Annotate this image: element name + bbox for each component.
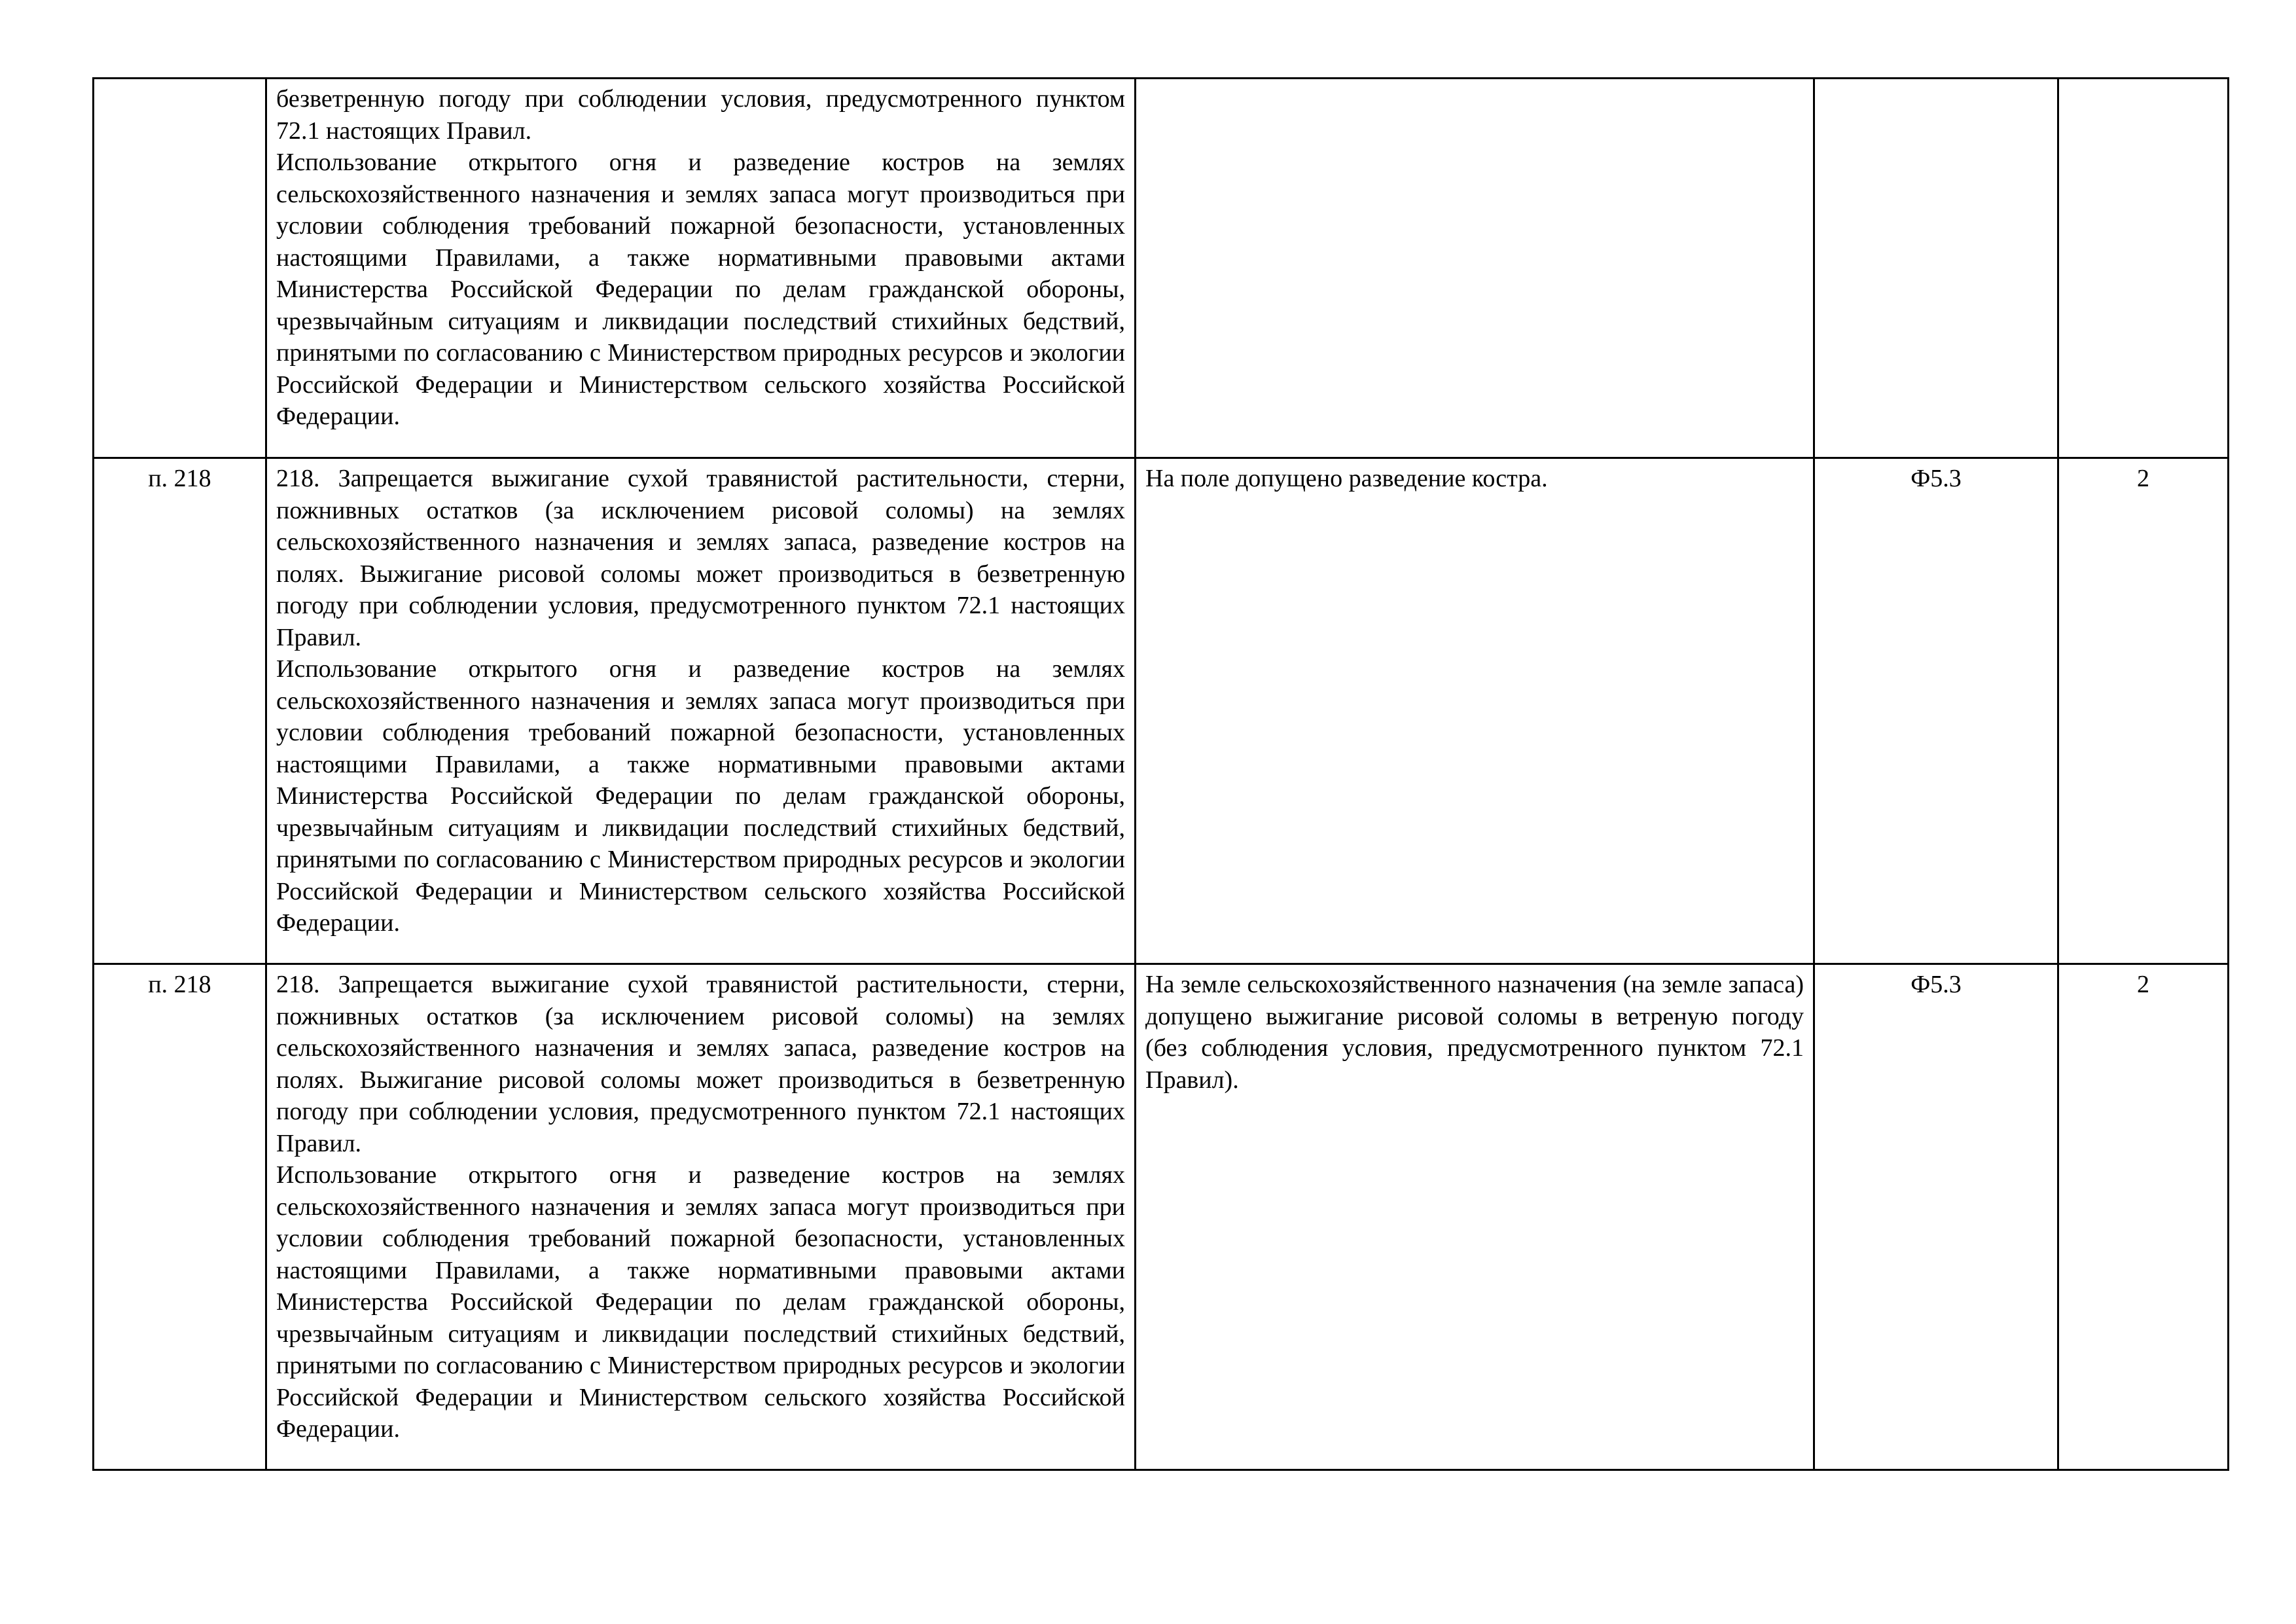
violation-cell: На поле допущено разведение костра. [1136,458,1814,964]
rule-text-cell [266,458,1136,964]
violation-cell [1136,79,1814,458]
number-cell: 2 [2058,964,2229,1470]
table-row [94,964,2229,1470]
rule-paragraph: Использование открытого огня и разведение костров на землях сельскохозяйственного назначения и землях запаса могут производиться при условии соблюдения требований пожарной безопасности, установленных настоящими Правилами, а также нормативными правовыми актами Министерства Российской Федерации по делам гражданской обороны, чрезвычайным ситуациям и ликвидации последствий стихийных бедствий, принятыми по согласованию с Министерством природных ресурсов и экологии Российской Федерации и Министерством сельского хозяйства Российской Федерации. [276,149,1125,430]
rule-paragraph: 218. Запрещается выжигание сухой травянистой растительности, стерни, пожнивных остатков (за исключением рисовой соломы) на землях сельскохозяйственного назначения и землях запаса, разведение костров на полях. Выжигание рисовой соломы может производиться в безветренную погоду при соблюдении условия, предусмотренного пунктом 72.1 настоящих Правил. [276,971,1125,1157]
code-cell [1814,79,2058,458]
rule-paragraph: безветренную погоду при соблюдении условия, предусмотренного пунктом 72.1 настоящих Правил. [276,85,1125,145]
number-cell [2058,79,2229,458]
rule-paragraph: 218. Запрещается выжигание сухой травянистой растительности, стерни, пожнивных остатков (за исключением рисовой соломы) на землях сельскохозяйственного назначения и землях запаса, разведение костров на полях. Выжигание рисовой соломы может производиться в безветренную погоду при соблюдении условия, предусмотренного пунктом 72.1 настоящих Правил. [276,465,1125,651]
violation-cell: На земле сельскохозяйственного назначения (на земле запаса) допущено выжигание рисовой соломы в ветреную погоду (без соблюдения условия, предусмотренного пунктом 72.1 Правил). [1136,964,1814,1470]
code-cell: Ф5.3 [1814,964,2058,1470]
table-row [94,79,2229,458]
rule-reference-cell: п. 218 [94,964,266,1470]
requirements-table [92,77,2229,1471]
rule-reference-cell [94,79,266,458]
code-cell: Ф5.3 [1814,458,2058,964]
document-page [92,77,2229,1471]
rule-paragraph: Использование открытого огня и разведение костров на землях сельскохозяйственного назначения и землях запаса могут производиться при условии соблюдения требований пожарной безопасности, установленных настоящими Правилами, а также нормативными правовыми актами Министерства Российской Федерации по делам гражданской обороны, чрезвычайным ситуациям и ликвидации последствий стихийных бедствий, принятыми по согласованию с Министерством природных ресурсов и экологии Российской Федерации и Министерством сельского хозяйства Российской Федерации. [276,1161,1125,1443]
rule-paragraph: Использование открытого огня и разведение костров на землях сельскохозяйственного назначения и землях запаса могут производиться при условии соблюдения требований пожарной безопасности, установленных настоящими Правилами, а также нормативными правовыми актами Министерства Российской Федерации по делам гражданской обороны, чрезвычайным ситуациям и ликвидации последствий стихийных бедствий, принятыми по согласованию с Министерством природных ресурсов и экологии Российской Федерации и Министерством сельского хозяйства Российской Федерации. [276,655,1125,937]
rule-text-cell [266,964,1136,1470]
rule-reference-cell: п. 218 [94,458,266,964]
number-cell: 2 [2058,458,2229,964]
table-row [94,458,2229,964]
rule-text-cell [266,79,1136,458]
